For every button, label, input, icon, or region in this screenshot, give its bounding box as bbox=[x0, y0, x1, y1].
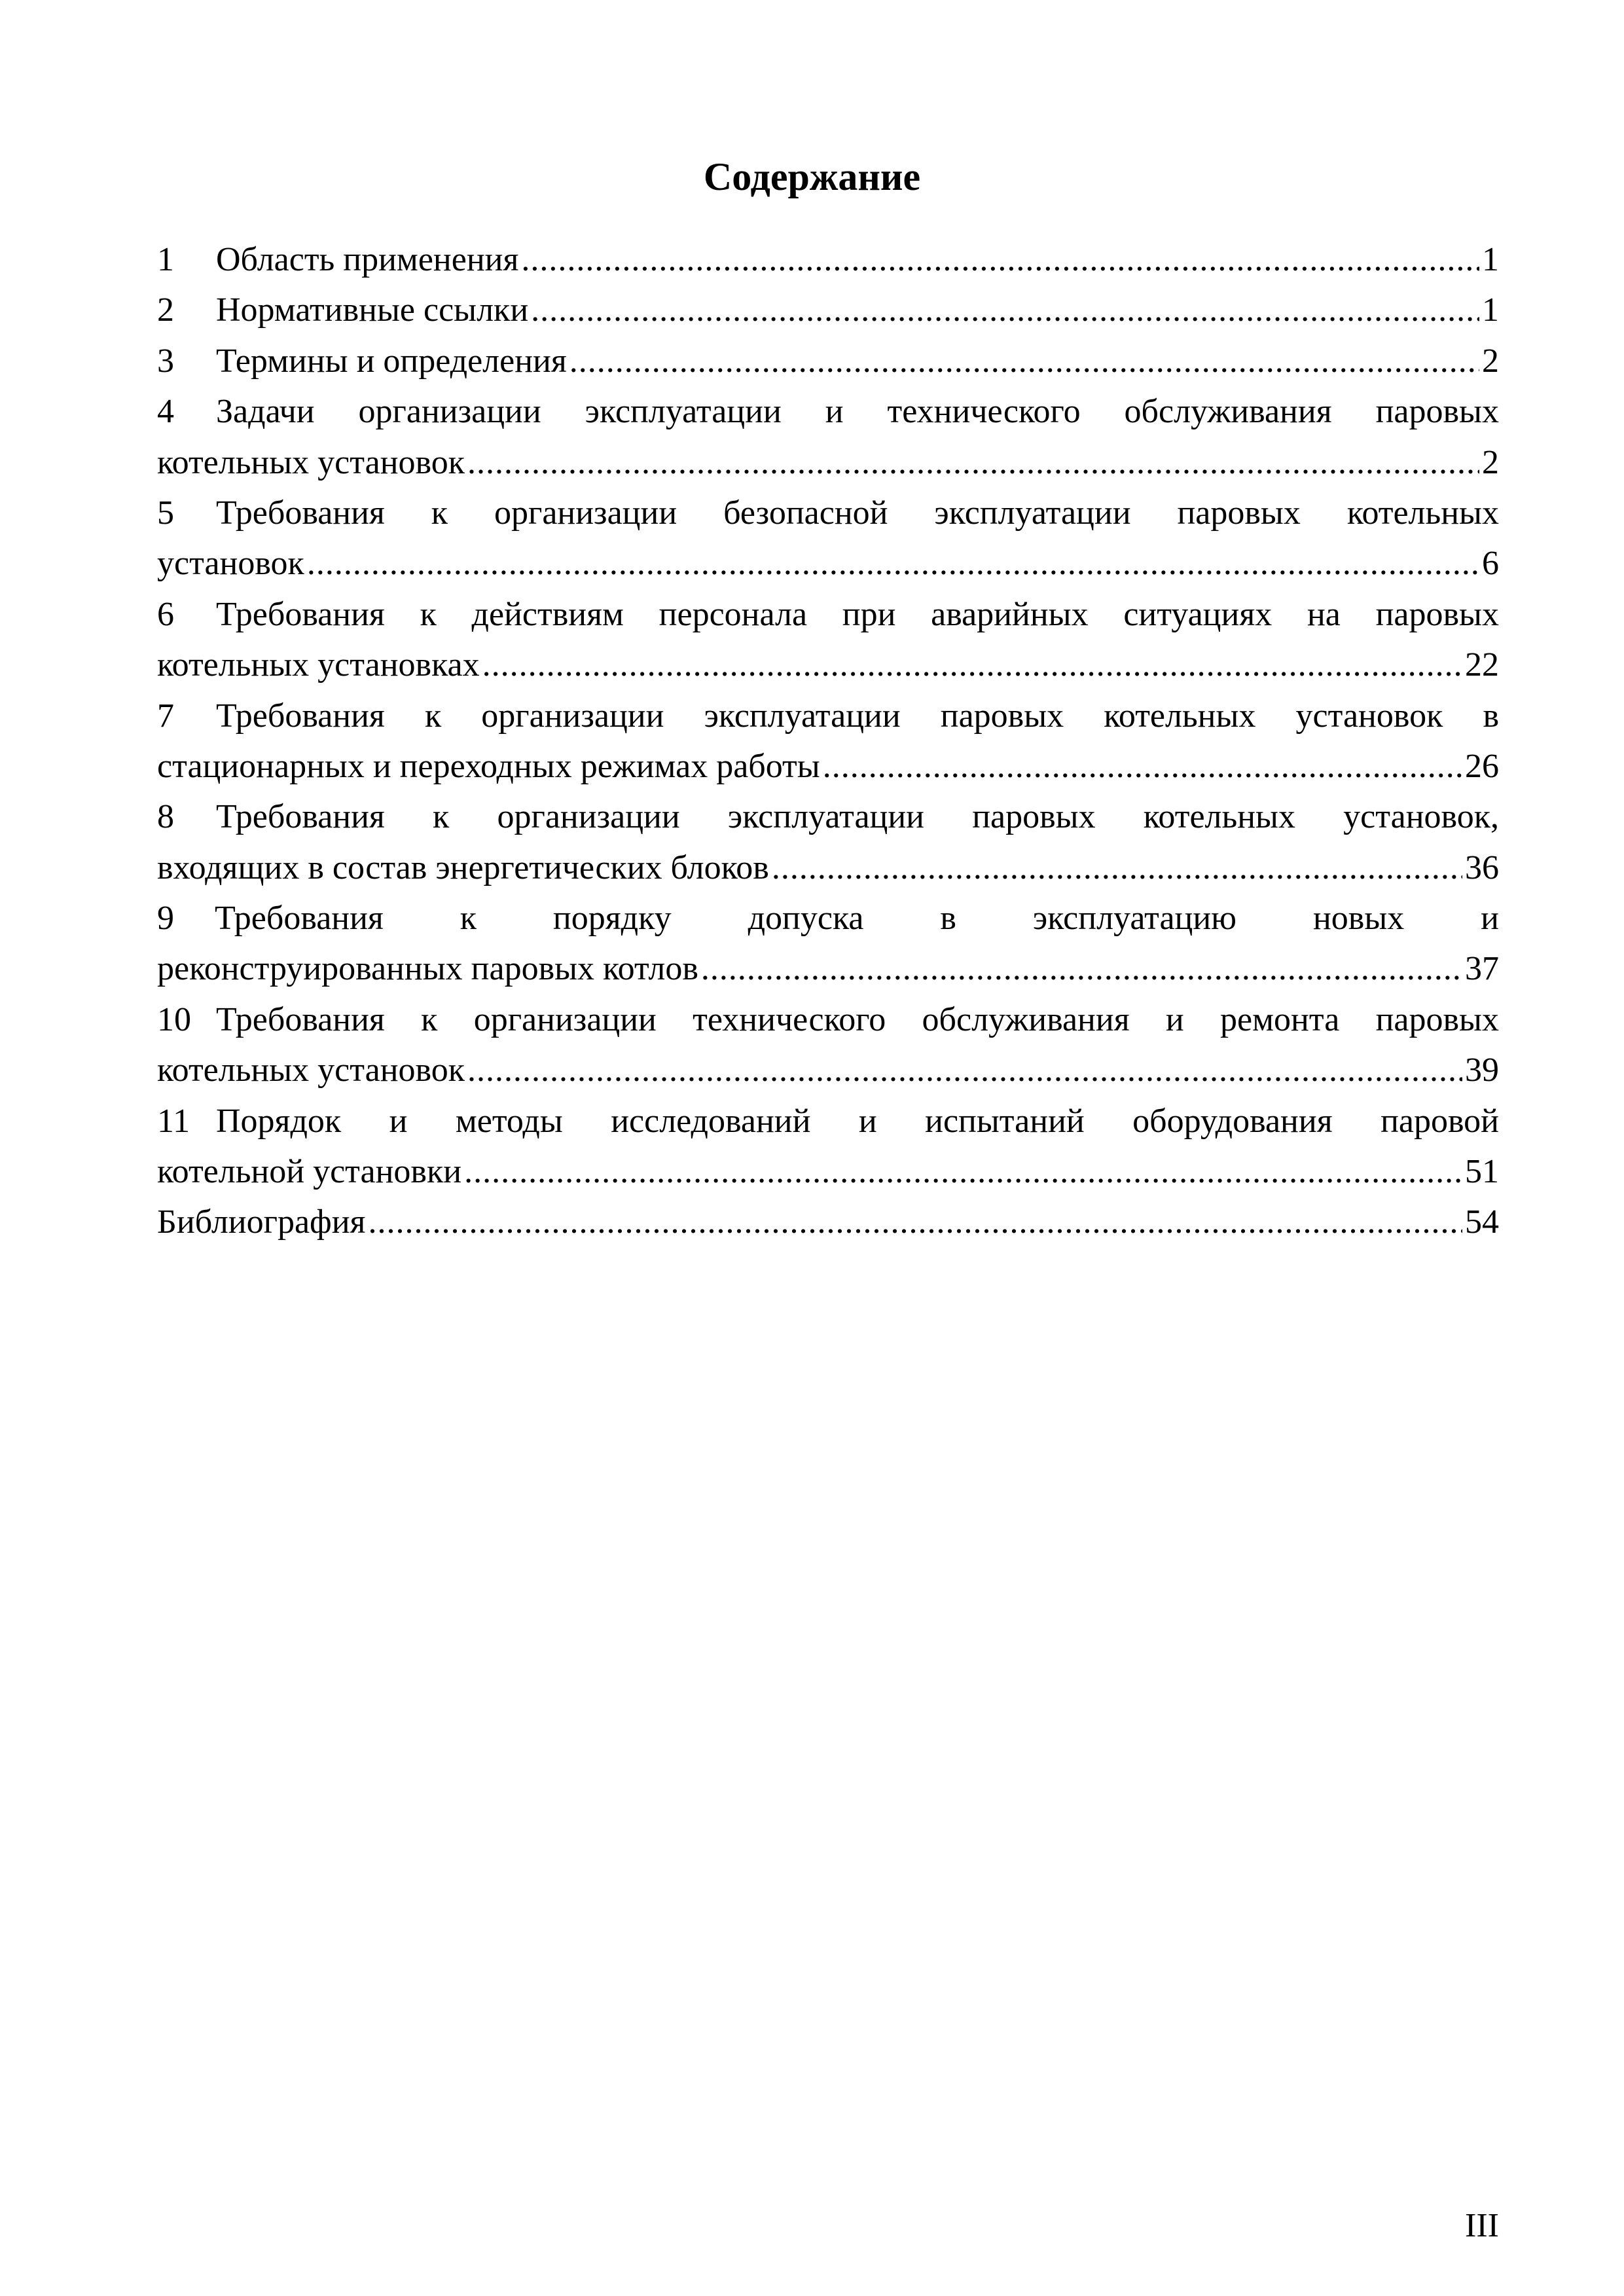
toc-entry-number: 11 bbox=[157, 1102, 190, 1140]
toc-entry-title-continued: котельной установки bbox=[157, 1153, 462, 1191]
toc-entry-page: 36 bbox=[1465, 848, 1499, 886]
toc-entry[interactable] bbox=[157, 386, 1499, 488]
toc-entry-title-continued: котельных установок bbox=[157, 1051, 465, 1089]
toc-entry-number: 5 bbox=[157, 494, 174, 532]
toc-entry-number: 9 bbox=[157, 900, 174, 938]
toc-entry-title: Нормативные ссылки bbox=[216, 291, 529, 329]
toc-entry-title-line bbox=[157, 589, 1499, 640]
toc-entry-number: 4 bbox=[157, 393, 174, 431]
toc-entry-title-continued: установок bbox=[157, 545, 304, 583]
toc-entry-title-line bbox=[157, 994, 1499, 1045]
toc-entry-title-continued: котельных установках bbox=[157, 646, 480, 684]
toc-entry-title: Порядок и методы исследований и испытаний оборудования паровой bbox=[216, 1102, 1499, 1140]
toc-dot-leader bbox=[307, 538, 1479, 589]
toc-entry-title-line bbox=[157, 488, 1499, 538]
toc-entry[interactable] bbox=[157, 893, 1499, 994]
toc-entry-title-continued: входящих в состав энергетических блоков bbox=[157, 848, 769, 886]
toc-entry-page: 39 bbox=[1465, 1051, 1499, 1089]
table-of-contents bbox=[157, 234, 1499, 1248]
toc-entry[interactable] bbox=[157, 792, 1499, 893]
toc-entry-title: Термины и определения bbox=[216, 342, 567, 380]
toc-entry-page: 6 bbox=[1482, 545, 1499, 583]
toc-entry-title-continued: котельных установок bbox=[157, 443, 465, 481]
toc-entry-title: Задачи организации эксплуатации и технического обслуживания паровых bbox=[216, 393, 1499, 431]
toc-entry[interactable] bbox=[157, 994, 1499, 1096]
toc-entry-number: 6 bbox=[157, 595, 174, 633]
toc-entry-page: 54 bbox=[1465, 1203, 1499, 1241]
toc-entry[interactable] bbox=[157, 1096, 1499, 1197]
toc-dot-leader bbox=[467, 437, 1479, 488]
toc-entry-title-line bbox=[157, 792, 1499, 842]
toc-entry-title-line bbox=[157, 1096, 1499, 1146]
toc-entry[interactable] bbox=[157, 234, 1499, 285]
toc-entry-number: 2 bbox=[157, 291, 174, 329]
toc-entry-page: 2 bbox=[1482, 342, 1499, 380]
toc-entry-page: 1 bbox=[1482, 291, 1499, 329]
toc-entry-number: 10 bbox=[157, 1000, 191, 1038]
toc-dot-leader bbox=[569, 336, 1479, 386]
toc-entry-title: Требования к организации безопасной эксплуатации паровых котельных bbox=[216, 494, 1499, 532]
toc-entry-title: Область применения bbox=[216, 241, 519, 278]
toc-dot-leader bbox=[772, 843, 1462, 893]
page-title: Содержание bbox=[703, 155, 921, 198]
toc-entry-title-line bbox=[157, 386, 1499, 437]
toc-dot-leader bbox=[464, 1146, 1462, 1197]
toc-entry-page: 1 bbox=[1482, 241, 1499, 278]
toc-entry-title: Библиография bbox=[157, 1203, 366, 1241]
toc-entry-title-continued: реконструированных паровых котлов bbox=[157, 950, 698, 988]
toc-entry-title: Требования к организации эксплуатации паровых котельных установок в bbox=[216, 697, 1499, 735]
toc-dot-leader bbox=[482, 640, 1462, 690]
toc-entry[interactable] bbox=[157, 285, 1499, 335]
toc-entry-bibliography[interactable] bbox=[157, 1197, 1499, 1247]
toc-dot-leader bbox=[823, 741, 1462, 792]
toc-entry-title: Требования к организации технического обслуживания и ремонта паровых bbox=[216, 1000, 1499, 1038]
toc-entry[interactable] bbox=[157, 691, 1499, 792]
page-number: III bbox=[1465, 2207, 1499, 2244]
toc-entry-number: 8 bbox=[157, 798, 174, 836]
toc-dot-leader bbox=[467, 1045, 1462, 1095]
toc-entry-number: 3 bbox=[157, 342, 174, 380]
toc-entry-page: 51 bbox=[1465, 1153, 1499, 1191]
toc-entry-page: 37 bbox=[1465, 950, 1499, 988]
toc-entry-title-continued: стационарных и переходных режимах работы bbox=[157, 747, 820, 785]
toc-entry-page: 22 bbox=[1465, 646, 1499, 684]
toc-entry-title: Требования к организации эксплуатации паровых котельных установок, bbox=[216, 798, 1499, 836]
toc-dot-leader bbox=[701, 943, 1462, 994]
toc-entry-title: Требования к порядку допуска в эксплуатацию новых и bbox=[215, 900, 1499, 938]
toc-entry-page: 2 bbox=[1482, 443, 1499, 481]
toc-entry-title-line bbox=[157, 893, 1499, 943]
toc-entry[interactable] bbox=[157, 589, 1499, 691]
toc-entry-number: 1 bbox=[157, 241, 174, 278]
toc-entry-page: 26 bbox=[1465, 747, 1499, 785]
toc-dot-leader bbox=[368, 1197, 1462, 1247]
toc-dot-leader bbox=[531, 285, 1479, 335]
toc-entry[interactable] bbox=[157, 488, 1499, 589]
toc-entry-title-line bbox=[157, 691, 1499, 741]
toc-entry-title: Требования к действиям персонала при аварийных ситуациях на паровых bbox=[216, 595, 1499, 633]
toc-entry-number: 7 bbox=[157, 697, 174, 735]
toc-dot-leader bbox=[521, 234, 1479, 285]
toc-entry[interactable] bbox=[157, 336, 1499, 386]
